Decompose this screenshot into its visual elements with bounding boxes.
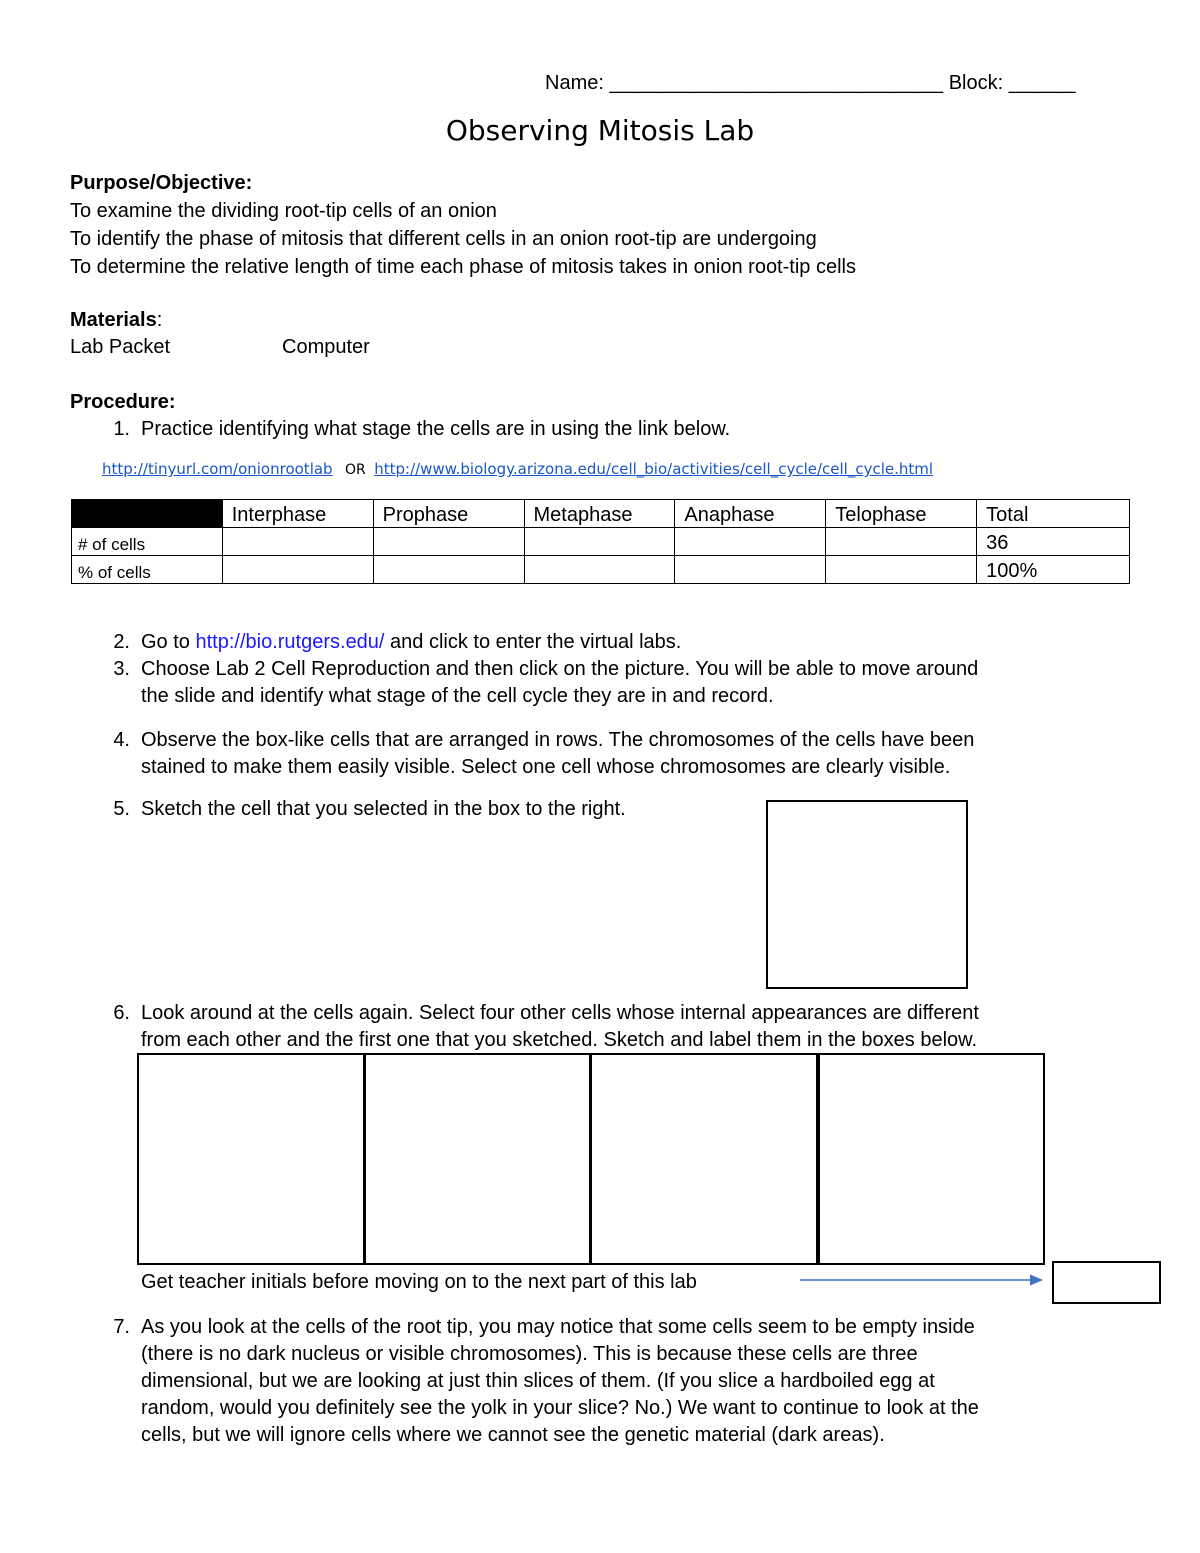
sketch-box-selected-cell[interactable] [766, 800, 968, 989]
purpose-line: To determine the relative length of time each phase of mitosis takes in onion root-tip cells [70, 256, 856, 278]
table-cell-input[interactable] [675, 556, 826, 584]
sketch-box-cell-1[interactable] [137, 1053, 366, 1265]
purpose-heading: Purpose/Objective: [70, 172, 253, 194]
arizona-cell-cycle-link[interactable]: http://www.biology.arizona.edu/cell_bio/activities/cell_cycle/cell_cycle.html [374, 460, 934, 478]
column-header-interphase: Interphase [222, 500, 373, 528]
column-header-total: Total [977, 500, 1130, 528]
step-text: cells, but we will ignore cells where we cannot see the genetic material (dark areas). [141, 1424, 885, 1446]
step-number: 2. [113, 631, 130, 653]
row-label-percent: % of cells [72, 556, 223, 584]
page-title: Observing Mitosis Lab [445, 114, 755, 147]
step-number: 4. [113, 729, 130, 751]
step-number: 6. [113, 1002, 130, 1024]
step-number: 5. [113, 798, 130, 820]
table-cell-input[interactable] [675, 528, 826, 556]
step-text: Sketch the cell that you selected in the box to the right. [141, 798, 626, 820]
column-header-telophase: Telophase [826, 500, 977, 528]
arrow-right-icon [800, 1271, 1045, 1289]
table-row [72, 556, 1130, 584]
sketch-box-cell-3[interactable] [589, 1053, 820, 1265]
step-text: Choose Lab 2 Cell Reproduction and then click on the picture. You will be able to move around [141, 658, 979, 680]
procedure-step-4 [100, 727, 1200, 783]
step-text: dimensional, but we are looking at just thin slices of them. (If you slice a hardboiled egg at [141, 1370, 935, 1392]
column-header-anaphase: Anaphase [675, 500, 826, 528]
name-block-line[interactable]: Name: ______________________________ Block: ______ [545, 72, 1076, 94]
row-label-count: # of cells [72, 528, 223, 556]
rutgers-link[interactable]: http://bio.rutgers.edu/ [195, 631, 385, 653]
step-text: stained to make them easily visible. Select one cell whose chromosomes are clearly visible. [141, 756, 951, 778]
procedure-heading: Procedure: [70, 391, 176, 413]
links-line [102, 460, 933, 479]
step-text: Practice identifying what stage the cells are in using the link below. [141, 418, 731, 440]
teacher-initials-note: Get teacher initials before moving on to the next part of this lab [141, 1271, 697, 1293]
step-text: Look around at the cells again. Select four other cells whose internal appearances are different [141, 1002, 979, 1024]
table-cell-total: 100% [977, 556, 1130, 584]
step-text: As you look at the cells of the root tip, you may notice that some cells seem to be empty inside [141, 1316, 975, 1338]
step-number: 3. [113, 658, 130, 680]
material-item: Lab Packet [70, 336, 171, 358]
procedure-step-6 [100, 1000, 1200, 1056]
step-number: 7. [113, 1316, 130, 1338]
purpose-line: To examine the dividing root-tip cells of an onion [70, 200, 497, 222]
procedure-step-7 [100, 1314, 1200, 1454]
step-text: (there is no dark nucleus or visible chromosomes). This is because these cells are three [141, 1343, 918, 1365]
column-header-prophase: Prophase [373, 500, 524, 528]
step-number: 1. [113, 418, 130, 440]
column-header-metaphase: Metaphase [524, 500, 675, 528]
sketch-box-cell-4[interactable] [816, 1053, 1045, 1265]
onionrootlab-link[interactable]: http://tinyurl.com/onionrootlab [102, 460, 333, 478]
table-cell-input[interactable] [222, 556, 373, 584]
table-cell-input[interactable] [222, 528, 373, 556]
table-cell-input[interactable] [373, 556, 524, 584]
table-cell-input[interactable] [826, 556, 977, 584]
step-text: Go to http://bio.rutgers.edu/ and click to enter the virtual labs. [141, 631, 682, 653]
teacher-initials-box[interactable] [1052, 1261, 1161, 1304]
procedure-step-3 [100, 656, 1200, 712]
step-text: Observe the box-like cells that are arranged in rows. The chromosomes of the cells have been [141, 729, 975, 751]
step-text: from each other and the first one that you sketched. Sketch and label them in the boxes below. [141, 1029, 978, 1051]
step-text: the slide and identify what stage of the cell cycle they are in and record. [141, 685, 774, 707]
mitosis-count-table [71, 499, 1130, 584]
step-text: random, would you definitely see the yolk in your slice? No.) We want to continue to look at the [141, 1397, 979, 1419]
sketch-box-cell-2[interactable] [363, 1053, 592, 1265]
table-cell-input[interactable] [524, 556, 675, 584]
table-cell-total: 36 [977, 528, 1130, 556]
materials-heading: Materials: [70, 309, 163, 331]
table-cell-input[interactable] [826, 528, 977, 556]
or-separator: OR [345, 462, 366, 478]
purpose-line: To identify the phase of mitosis that different cells in an onion root-tip are undergoing [70, 228, 817, 250]
table-header-row [72, 500, 1130, 528]
material-item: Computer [282, 336, 370, 358]
table-row [72, 528, 1130, 556]
table-cell-input[interactable] [524, 528, 675, 556]
table-corner-cell [72, 500, 223, 528]
table-cell-input[interactable] [373, 528, 524, 556]
